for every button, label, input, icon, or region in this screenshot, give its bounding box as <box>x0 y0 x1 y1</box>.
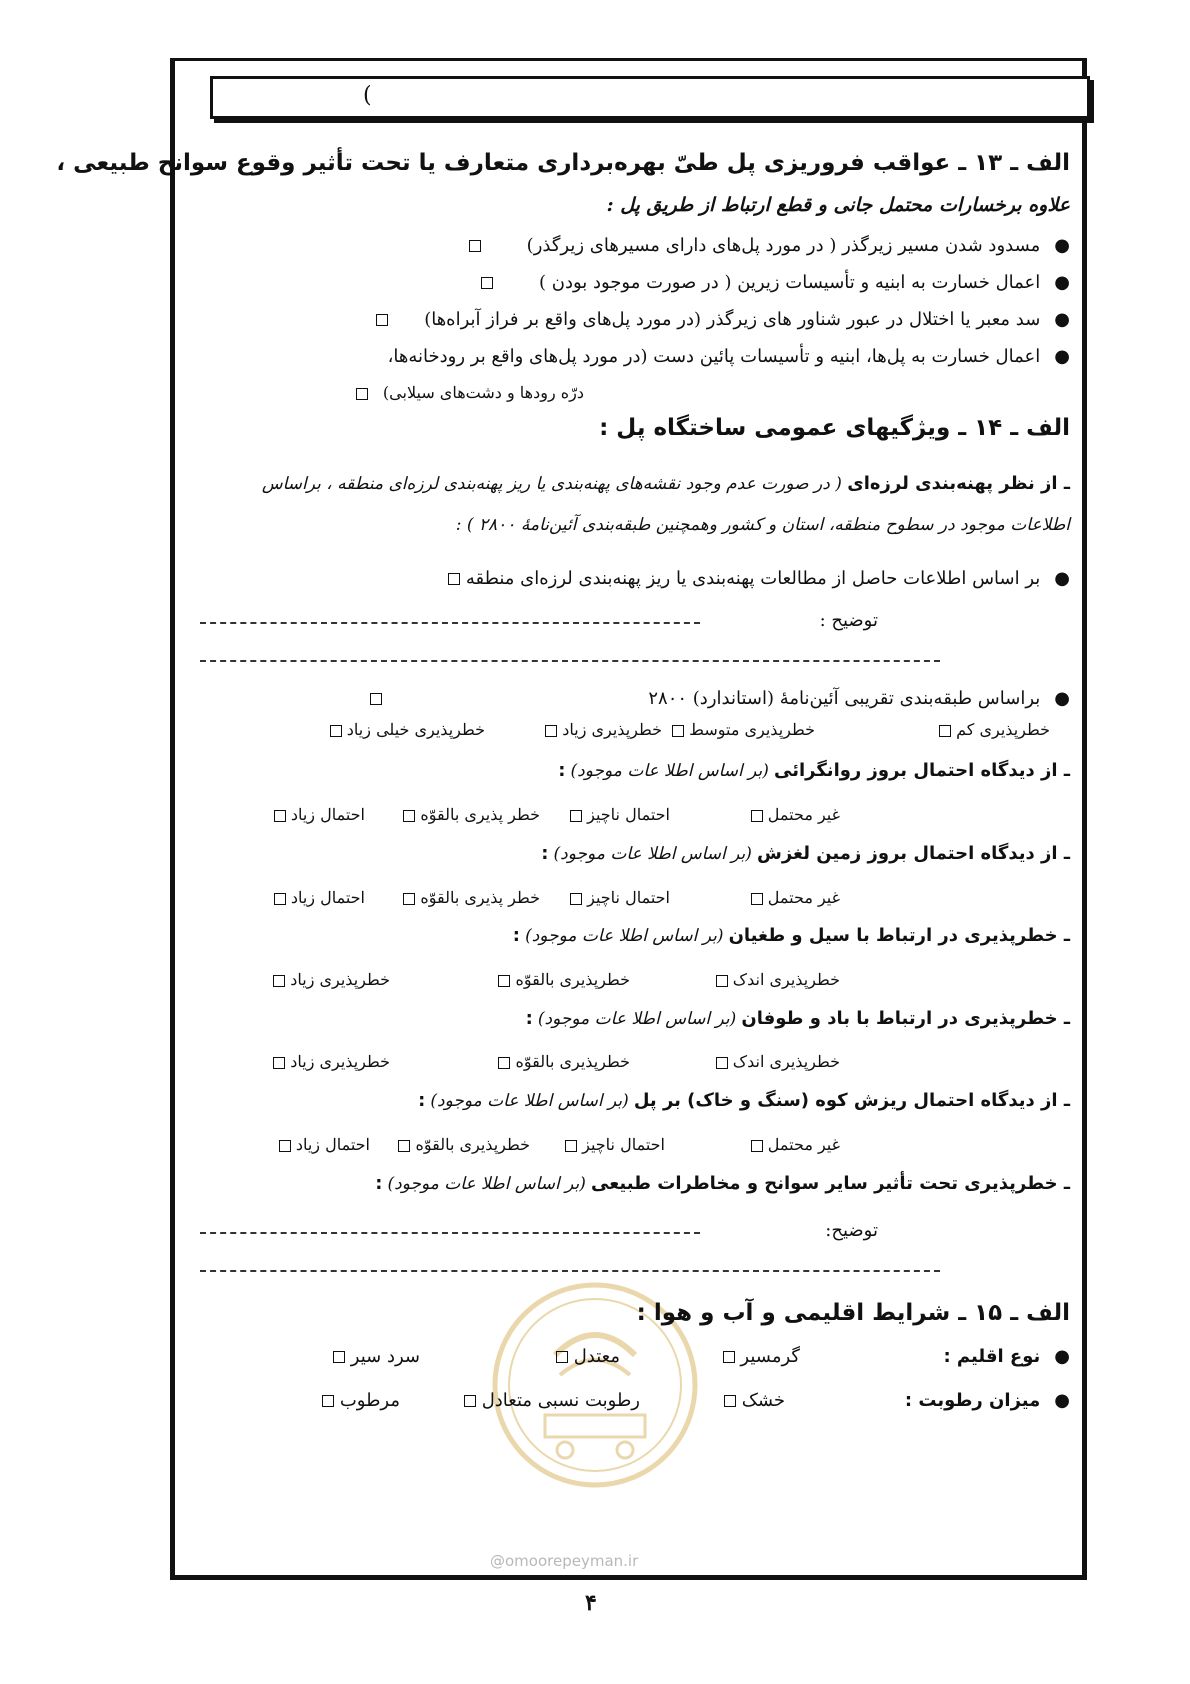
rock-opt-4 <box>279 1135 370 1154</box>
dashed-line <box>200 660 940 662</box>
humidity-label: میزان رطوبت : <box>904 1390 1041 1411</box>
checkbox[interactable] <box>570 893 582 905</box>
explain-label-2: توضیح: <box>825 1220 878 1241</box>
option-label: احتمال زیاد <box>295 1135 370 1154</box>
checkbox[interactable] <box>565 1140 577 1152</box>
option-label: احتمال ناچیز <box>587 888 670 907</box>
checkbox[interactable] <box>481 277 493 289</box>
ls-opt-1 <box>751 888 840 907</box>
checkbox[interactable] <box>570 810 582 822</box>
liq-opt-4 <box>274 805 365 824</box>
explain-label: توضیح : <box>819 610 878 631</box>
ls-opt-2 <box>570 888 670 907</box>
checkbox[interactable] <box>403 810 415 822</box>
option-label: خطرپذیری متوسط <box>689 720 815 739</box>
checkbox[interactable] <box>376 314 388 326</box>
option-label: خطرپذیری بالقوّه <box>415 1135 530 1154</box>
option-label: خطرپذیری اندک <box>732 1052 840 1071</box>
option-label: سرد سیر <box>350 1346 420 1367</box>
s13-item-1-text: مسدود شدن مسیر زیرگذر ( در مورد پل‌های دارای مسیرهای زیرگذر) <box>526 235 1041 256</box>
note: (بر اساس اطلا عات موجود) <box>525 926 724 946</box>
note: (بر اساس اطلا عات موجود) <box>553 844 752 864</box>
bullet: ● <box>1054 688 1070 709</box>
s13-item-4-text: اعمال خسارت به پل‌ها، ابنیه و تأسیسات پائین دست (در مورد پل‌های واقع بر رودخانه‌ها، <box>387 346 1041 367</box>
rockfall-heading: ـ از دیدگاه احتمال ریزش کوه (سنگ و خاک) بر پل (بر اساس اطلا عات موجود) : <box>418 1090 1070 1111</box>
section-14-heading: الف ـ ۱۴ ـ ویژگیهای عمومی ساختگاه پل : <box>599 415 1070 441</box>
watermark-url: @omoorepeyman.ir <box>490 1552 639 1570</box>
ls-opt-3 <box>403 888 540 907</box>
checkbox[interactable] <box>723 1351 735 1363</box>
s13-item-2-text: اعمال خسارت به ابنیه و تأسیسات زیرین ( در صورت موجود بودن ) <box>538 272 1041 293</box>
option-label: معتدل <box>573 1346 620 1367</box>
other-hazards-label: ـ خطرپذیری تحت تأثیر سایر سوانح و مخاطرات طبیعی <box>590 1173 1070 1194</box>
dashed-line <box>200 1270 940 1272</box>
header-box <box>210 76 1090 119</box>
checkbox[interactable] <box>322 1395 334 1407</box>
flood-opt-2 <box>498 970 630 989</box>
rockfall-label: ـ از دیدگاه احتمال ریزش کوه (سنگ و خاک) بر پل <box>633 1090 1070 1111</box>
hazard-level-1 <box>939 720 1050 739</box>
page-number: ۴ <box>585 1590 597 1616</box>
s13-item-4 <box>388 346 1070 367</box>
flood-heading: ـ خطرپذیری در ارتباط با سیل و طغیان (بر اساس اطلا عات موجود) : <box>512 925 1070 946</box>
humidity-opt-2 <box>464 1390 640 1411</box>
climate-label: نوع اقلیم : <box>943 1346 1041 1367</box>
dashed-line <box>200 622 700 624</box>
bullet: ● <box>1054 1390 1070 1411</box>
checkbox[interactable] <box>939 725 951 737</box>
option-label: گرمسیر <box>740 1346 800 1367</box>
option-label: غیر محتمل <box>767 805 840 824</box>
checkbox[interactable] <box>448 573 460 585</box>
liquefaction-heading: ـ از دیدگاه احتمال بروز روانگرائی (بر اساس اطلا عات موجود) : <box>558 760 1070 781</box>
climate-opt-3 <box>333 1346 420 1367</box>
checkbox[interactable] <box>498 975 510 987</box>
flood-opt-3 <box>273 970 390 989</box>
s14-bullet-1-text: بر اساس اطلاعات حاصل از مطالعات پهنه‌بندی یا ریز پهنه‌بندی لرزه‌ای منطقه <box>465 568 1041 589</box>
s14-bullet-1 <box>448 568 1070 589</box>
seismic-line-2: اطلاعات موجود در سطوح منطقه، استان و کشور وهمچنین طبقه‌بندی آئین‌نامهٔ ۲۸۰۰ ) : <box>455 515 1070 535</box>
wind-opt-2 <box>498 1052 630 1071</box>
checkbox[interactable] <box>716 975 728 987</box>
rock-opt-2 <box>565 1135 665 1154</box>
checkbox[interactable] <box>469 240 481 252</box>
wind-opt-1 <box>716 1052 840 1071</box>
option-label: خطر پذیری بالقوّه <box>420 805 540 824</box>
option-label: خشک <box>741 1390 785 1411</box>
climate-opt-1 <box>723 1346 800 1367</box>
checkbox[interactable] <box>545 725 557 737</box>
note: (بر اساس اطلا عات موجود) <box>387 1174 586 1194</box>
landslide-heading: ـ از دیدگاه احتمال بروز زمین لغزش (بر اساس اطلا عات موجود) : <box>541 843 1070 864</box>
checkbox[interactable] <box>273 1057 285 1069</box>
rock-opt-1 <box>751 1135 840 1154</box>
humidity-row <box>905 1390 1070 1411</box>
s14-bullet-2-text: براساس طبقه‌بندی تقریبی آئین‌نامهٔ (استاندارد) ۲۸۰۰ <box>648 688 1041 709</box>
checkbox[interactable] <box>672 725 684 737</box>
option-label: احتمال زیاد <box>290 888 365 907</box>
option-label: احتمال ناچیز <box>582 1135 665 1154</box>
checkbox[interactable] <box>356 388 368 400</box>
checkbox[interactable] <box>403 893 415 905</box>
bullet: ● <box>1054 346 1070 367</box>
option-label: احتمال ناچیز <box>587 805 670 824</box>
dashed-line <box>200 1232 700 1234</box>
ls-opt-4 <box>274 888 365 907</box>
checkbox[interactable] <box>330 725 342 737</box>
note: (بر اساس اطلا عات موجود) <box>537 1009 737 1029</box>
seismic-lead <box>262 473 1070 494</box>
s13-item-3-text: سد معبر یا اختلال در عبور شناور های زیرگذر (در مورد پل‌های واقع بر فراز آبراه‌ها) <box>424 309 1041 330</box>
other-hazards-heading: ـ خطرپذیری تحت تأثیر سایر سوانح و مخاطرات طبیعی (بر اساس اطلا عات موجود) : <box>375 1173 1070 1194</box>
humidity-opt-1 <box>724 1390 785 1411</box>
option-label: خطرپذیری زیاد <box>562 720 662 739</box>
rock-opt-3 <box>398 1135 530 1154</box>
option-label: احتمال زیاد <box>290 805 365 824</box>
option-label: خطرپذیری کم <box>956 720 1050 739</box>
bullet: ● <box>1054 309 1070 330</box>
note: (بر اساس اطلا عات موجود) <box>570 761 769 781</box>
section-13-heading: الف ـ ۱۳ ـ عواقب فروریزی پل طیّ بهره‌برداری متعارف یا تحت تأثیر وقوع سوانح طبیعی ، <box>56 150 1070 176</box>
checkbox[interactable] <box>370 693 382 705</box>
s13-item-4-cont <box>356 383 584 402</box>
liq-opt-2 <box>570 805 670 824</box>
checkbox[interactable] <box>274 810 286 822</box>
checkbox[interactable] <box>273 975 285 987</box>
wind-opt-3 <box>273 1052 390 1071</box>
option-label: خطر پذیری بالقوّه <box>420 888 540 907</box>
hazard-level-3 <box>545 720 662 739</box>
option-label: رطوبت نسبی متعادل <box>481 1390 640 1411</box>
bullet: ● <box>1054 568 1070 589</box>
landslide-label: ـ از دیدگاه احتمال بروز زمین لغزش <box>757 843 1070 864</box>
seismic-lead-italic: ( در صورت عدم وجود نقشه‌های پهنه‌بندی یا ریز پهنه‌بندی لرزه‌ای منطقه ، براساس <box>261 474 842 494</box>
wind-heading: ـ خطرپذیری در ارتباط با باد و طوفان (بر اساس اطلا عات موجود) : <box>525 1008 1070 1029</box>
checkbox[interactable] <box>333 1351 345 1363</box>
option-label: خطرپذیری خیلی زیاد <box>346 720 485 739</box>
option-label: خطرپذیری بالقوّه <box>515 1052 630 1071</box>
checkbox[interactable] <box>556 1351 568 1363</box>
option-label: خطرپذیری زیاد <box>290 1052 390 1071</box>
s14-bullet-2 <box>648 688 1070 709</box>
option-label: خطرپذیری زیاد <box>290 970 390 989</box>
note: (بر اساس اطلا عات موجود) <box>430 1091 629 1111</box>
checkbox[interactable] <box>751 893 763 905</box>
climate-opt-2 <box>556 1346 620 1367</box>
option-label: مرطوب <box>339 1390 400 1411</box>
climate-row <box>943 1346 1070 1367</box>
flood-opt-1 <box>716 970 840 989</box>
wind-label: ـ خطرپذیری در ارتباط با باد و طوفان <box>741 1008 1070 1029</box>
checkbox[interactable] <box>751 1140 763 1152</box>
option-label: غیر محتمل <box>767 888 840 907</box>
s13-item-2 <box>481 272 1070 293</box>
checkbox[interactable] <box>279 1140 291 1152</box>
option-label: غیر محتمل <box>767 1135 840 1154</box>
section-15-heading: الف ـ ۱۵ ـ شرایط اقلیمی و آب و هوا : <box>636 1300 1070 1326</box>
bullet: ● <box>1054 1346 1070 1367</box>
flood-label: ـ خطرپذیری در ارتباط با سیل و طغیان <box>728 925 1070 946</box>
section-13-subheading: علاوه برخسارات محتمل جانی و قطع ارتباط از طریق پل : <box>606 194 1070 216</box>
liquefaction-label: ـ از دیدگاه احتمال بروز روانگرائی <box>774 760 1070 781</box>
checkbox[interactable] <box>724 1395 736 1407</box>
humidity-opt-3 <box>322 1390 400 1411</box>
hazard-level-2 <box>672 720 815 739</box>
option-label: خطرپذیری بالقوّه <box>515 970 630 989</box>
liq-opt-3 <box>403 805 540 824</box>
s13-item-4-cont-text: درّه رودها و دشت‌های سیلابی) <box>382 383 584 402</box>
liq-opt-1 <box>751 805 840 824</box>
s13-item-3 <box>376 309 1070 330</box>
checkbox[interactable] <box>716 1057 728 1069</box>
checkbox[interactable] <box>398 1140 410 1152</box>
seismic-lead-bold: ـ از نظر پهنه‌بندی لرزه‌ای <box>847 473 1070 494</box>
checkbox[interactable] <box>274 893 286 905</box>
checkbox[interactable] <box>751 810 763 822</box>
s13-item-1 <box>469 235 1070 256</box>
header-box-text: ( <box>363 83 372 108</box>
hazard-level-4 <box>330 720 485 739</box>
bullet: ● <box>1054 272 1070 293</box>
checkbox[interactable] <box>498 1057 510 1069</box>
checkbox[interactable] <box>464 1395 476 1407</box>
bullet: ● <box>1054 235 1070 256</box>
option-label: خطرپذیری اندک <box>732 970 840 989</box>
